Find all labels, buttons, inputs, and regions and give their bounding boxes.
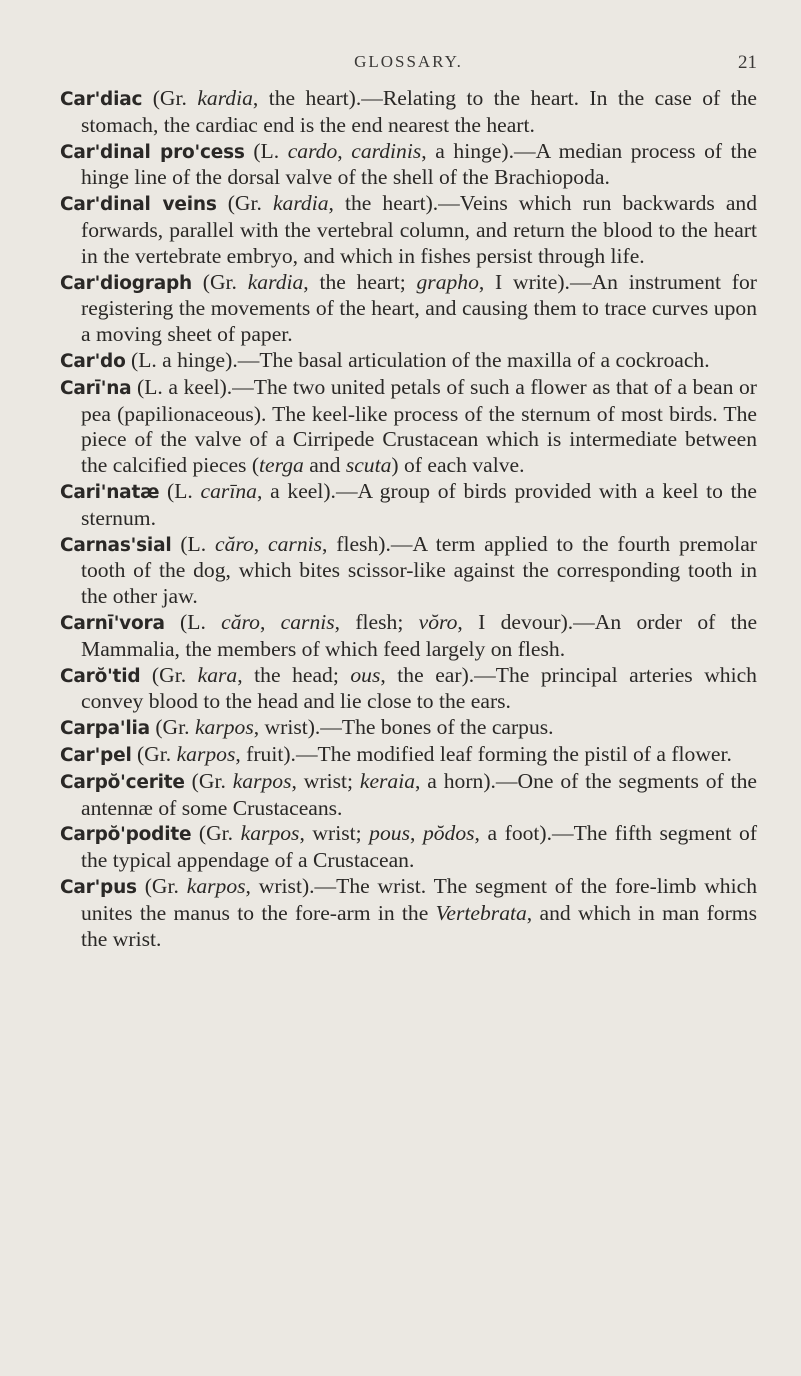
- entry-etymon: karpos: [176, 741, 236, 766]
- entry-etymon: kara: [197, 662, 238, 687]
- glossary-entry: [60, 270, 757, 348]
- entry-text: , fruit).—The modified leaf forming the pistil of a flower.: [235, 741, 732, 766]
- entry-etymon: carnis: [268, 531, 323, 556]
- entry-text: , the head;: [237, 662, 351, 687]
- entry-etymon: carīna: [200, 478, 257, 503]
- glossary-entry: [60, 742, 757, 769]
- entry-text: ,: [259, 609, 281, 634]
- entry-headword: Cari'natæ: [60, 481, 160, 503]
- entry-headword: Car'diac: [60, 89, 143, 110]
- entry-headword: Carpŏ'podite: [60, 824, 192, 846]
- glossary-entry: [60, 821, 757, 874]
- entry-etymon: ous: [350, 662, 381, 687]
- glossary-entry: [60, 532, 757, 610]
- entry-headword: Car'diograph: [60, 272, 193, 294]
- running-title: GLOSSARY.: [354, 52, 463, 71]
- entry-headword: Car'pel: [60, 744, 132, 766]
- entry-etymon: karpos: [186, 873, 246, 898]
- entry-etymon: cardo: [287, 138, 338, 163]
- entry-etymon: căro: [215, 531, 254, 556]
- entry-text: (Gr.: [140, 662, 198, 687]
- entry-text: (L.: [244, 138, 288, 163]
- entry-text: , the heart;: [303, 269, 417, 294]
- entry-text: ,: [409, 821, 423, 846]
- glossary-entry: [60, 86, 757, 139]
- glossary-entry: [60, 610, 757, 663]
- entry-text: , the ear).—The principal arteries which convey blood to the head and lie close to the ears.: [81, 662, 757, 714]
- entry-etymon: karpos: [194, 715, 254, 740]
- entry-text: , wrist).—The bones of the carpus.: [253, 715, 554, 740]
- entry-text: (Gr.: [149, 715, 195, 740]
- glossary-entry: [60, 874, 757, 952]
- entry-text: (Gr.: [191, 821, 241, 846]
- entry-text: ) of each valve.: [391, 453, 525, 478]
- entry-headword: Carpŏ'cerite: [60, 771, 185, 793]
- entry-text: (Gr.: [216, 191, 273, 216]
- entry-text: , wrist).—The wrist. The segment of the fore-limb which unites the manus to the fore-arm in the: [81, 873, 757, 925]
- entry-text: , a hinge).—A median process of the hinge line of the dorsal valve of the shell of the Brachiopoda.: [81, 138, 758, 190]
- entry-text: (Gr.: [184, 768, 233, 793]
- entry-headword: Carnī'vora: [60, 612, 165, 634]
- entry-text: (Gr.: [131, 741, 177, 766]
- entry-text: , flesh).—A term applied to the fourth premolar tooth of the dog, which bites scissor-like against the corresponding tooth in the other jaw.: [81, 531, 758, 609]
- entry-text: , the heart).—Relating to the heart. In the case of the stomach, the cardiac end is the end nearest the heart.: [81, 86, 758, 137]
- glossary-entry: [60, 348, 757, 375]
- entry-headword: Carpa'lia: [60, 718, 150, 740]
- entry-text: (L. a keel).—The two united petals of such a flower as that of a bean or pea (papilionaceous). The keel-like process of the sternum of most birds. The piece of the valve of a Cirripede Crustacean which is intermediate between the calcified pieces (: [81, 374, 757, 478]
- entry-headword: Car'dinal veins: [60, 194, 217, 216]
- entry-text: , I write).—An instrument for registering the movements of the heart, and causing them to trace curves upon a moving sheet of paper.: [81, 269, 757, 347]
- entry-text: , a foot).—The fifth segment of the typical appendage of a Crustacean.: [81, 821, 758, 873]
- glossary-entry: [60, 715, 757, 742]
- entry-text: (Gr.: [192, 269, 248, 294]
- entry-text: (L. a hinge).—The basal articulation of the maxilla of a cockroach.: [125, 347, 710, 372]
- entry-text: , and which in man forms the wrist.: [81, 900, 757, 951]
- entry-etymon: kardia: [197, 86, 253, 110]
- entry-etymon: kardia: [247, 269, 304, 294]
- entry-headword: Carŏ'tid: [60, 665, 141, 687]
- entry-etymon: scuta: [345, 453, 392, 478]
- entry-text: (Gr.: [136, 873, 187, 898]
- page-header: [60, 52, 757, 86]
- entry-etymon: vŏro: [418, 609, 458, 634]
- entry-headword: Car'dinal pro'cess: [60, 141, 245, 163]
- entry-text: (L.: [171, 531, 215, 556]
- entry-etymon: pŏdos: [422, 821, 475, 846]
- glossary-entry: [60, 663, 757, 716]
- entry-etymon: carnis: [280, 609, 335, 634]
- entry-etymon: cardinis: [351, 138, 422, 163]
- entry-etymon: karpos: [240, 821, 300, 846]
- entry-etymon: Vertebrata: [435, 900, 527, 925]
- glossary-entry: [60, 191, 757, 269]
- entry-headword: Carī'na: [60, 377, 132, 399]
- entry-etymon: căro: [221, 609, 260, 634]
- entry-text: , I devour).—An order of the Mammalia, the members of which feed largely on flesh.: [81, 609, 758, 661]
- entry-headword: Carnas'sial: [60, 534, 172, 556]
- glossary-entry: [60, 139, 757, 192]
- entry-etymon: karpos: [232, 768, 292, 793]
- entry-text: (Gr.: [142, 86, 198, 110]
- entry-etymon: pous: [369, 821, 410, 846]
- entry-text: , a horn).—One of the segments of the antennæ of some Crustaceans.: [81, 768, 757, 820]
- glossary-entry: [60, 769, 757, 822]
- glossary-entries: [60, 86, 757, 952]
- entry-etymon: grapho: [416, 269, 479, 294]
- entry-text: and: [303, 453, 346, 478]
- entry-headword: Car'pus: [60, 876, 137, 898]
- entry-headword: Car'do: [60, 350, 126, 372]
- entry-text: , flesh;: [334, 609, 419, 634]
- glossary-entry: [60, 479, 757, 532]
- entry-text: (L.: [164, 609, 222, 634]
- page-number: 21: [738, 52, 757, 73]
- entry-etymon: keraia: [359, 768, 416, 793]
- entry-text: , wrist;: [299, 821, 370, 846]
- entry-etymon: terga: [259, 453, 304, 478]
- entry-text: (L.: [159, 478, 201, 503]
- entry-text: , wrist;: [291, 768, 360, 793]
- entry-etymon: kardia: [272, 191, 329, 216]
- entry-text: , a keel).—A group of birds provided with a keel to the sternum.: [81, 478, 757, 530]
- entry-text: ,: [337, 138, 352, 163]
- entry-text: ,: [253, 531, 269, 556]
- glossary-entry: [60, 375, 757, 479]
- entry-text: , the heart).—Veins which run backwards and forwards, parallel with the vertebral column, and return the blood to the heart in the vertebrate embryo, and which in fishes persist through life.: [81, 191, 758, 268]
